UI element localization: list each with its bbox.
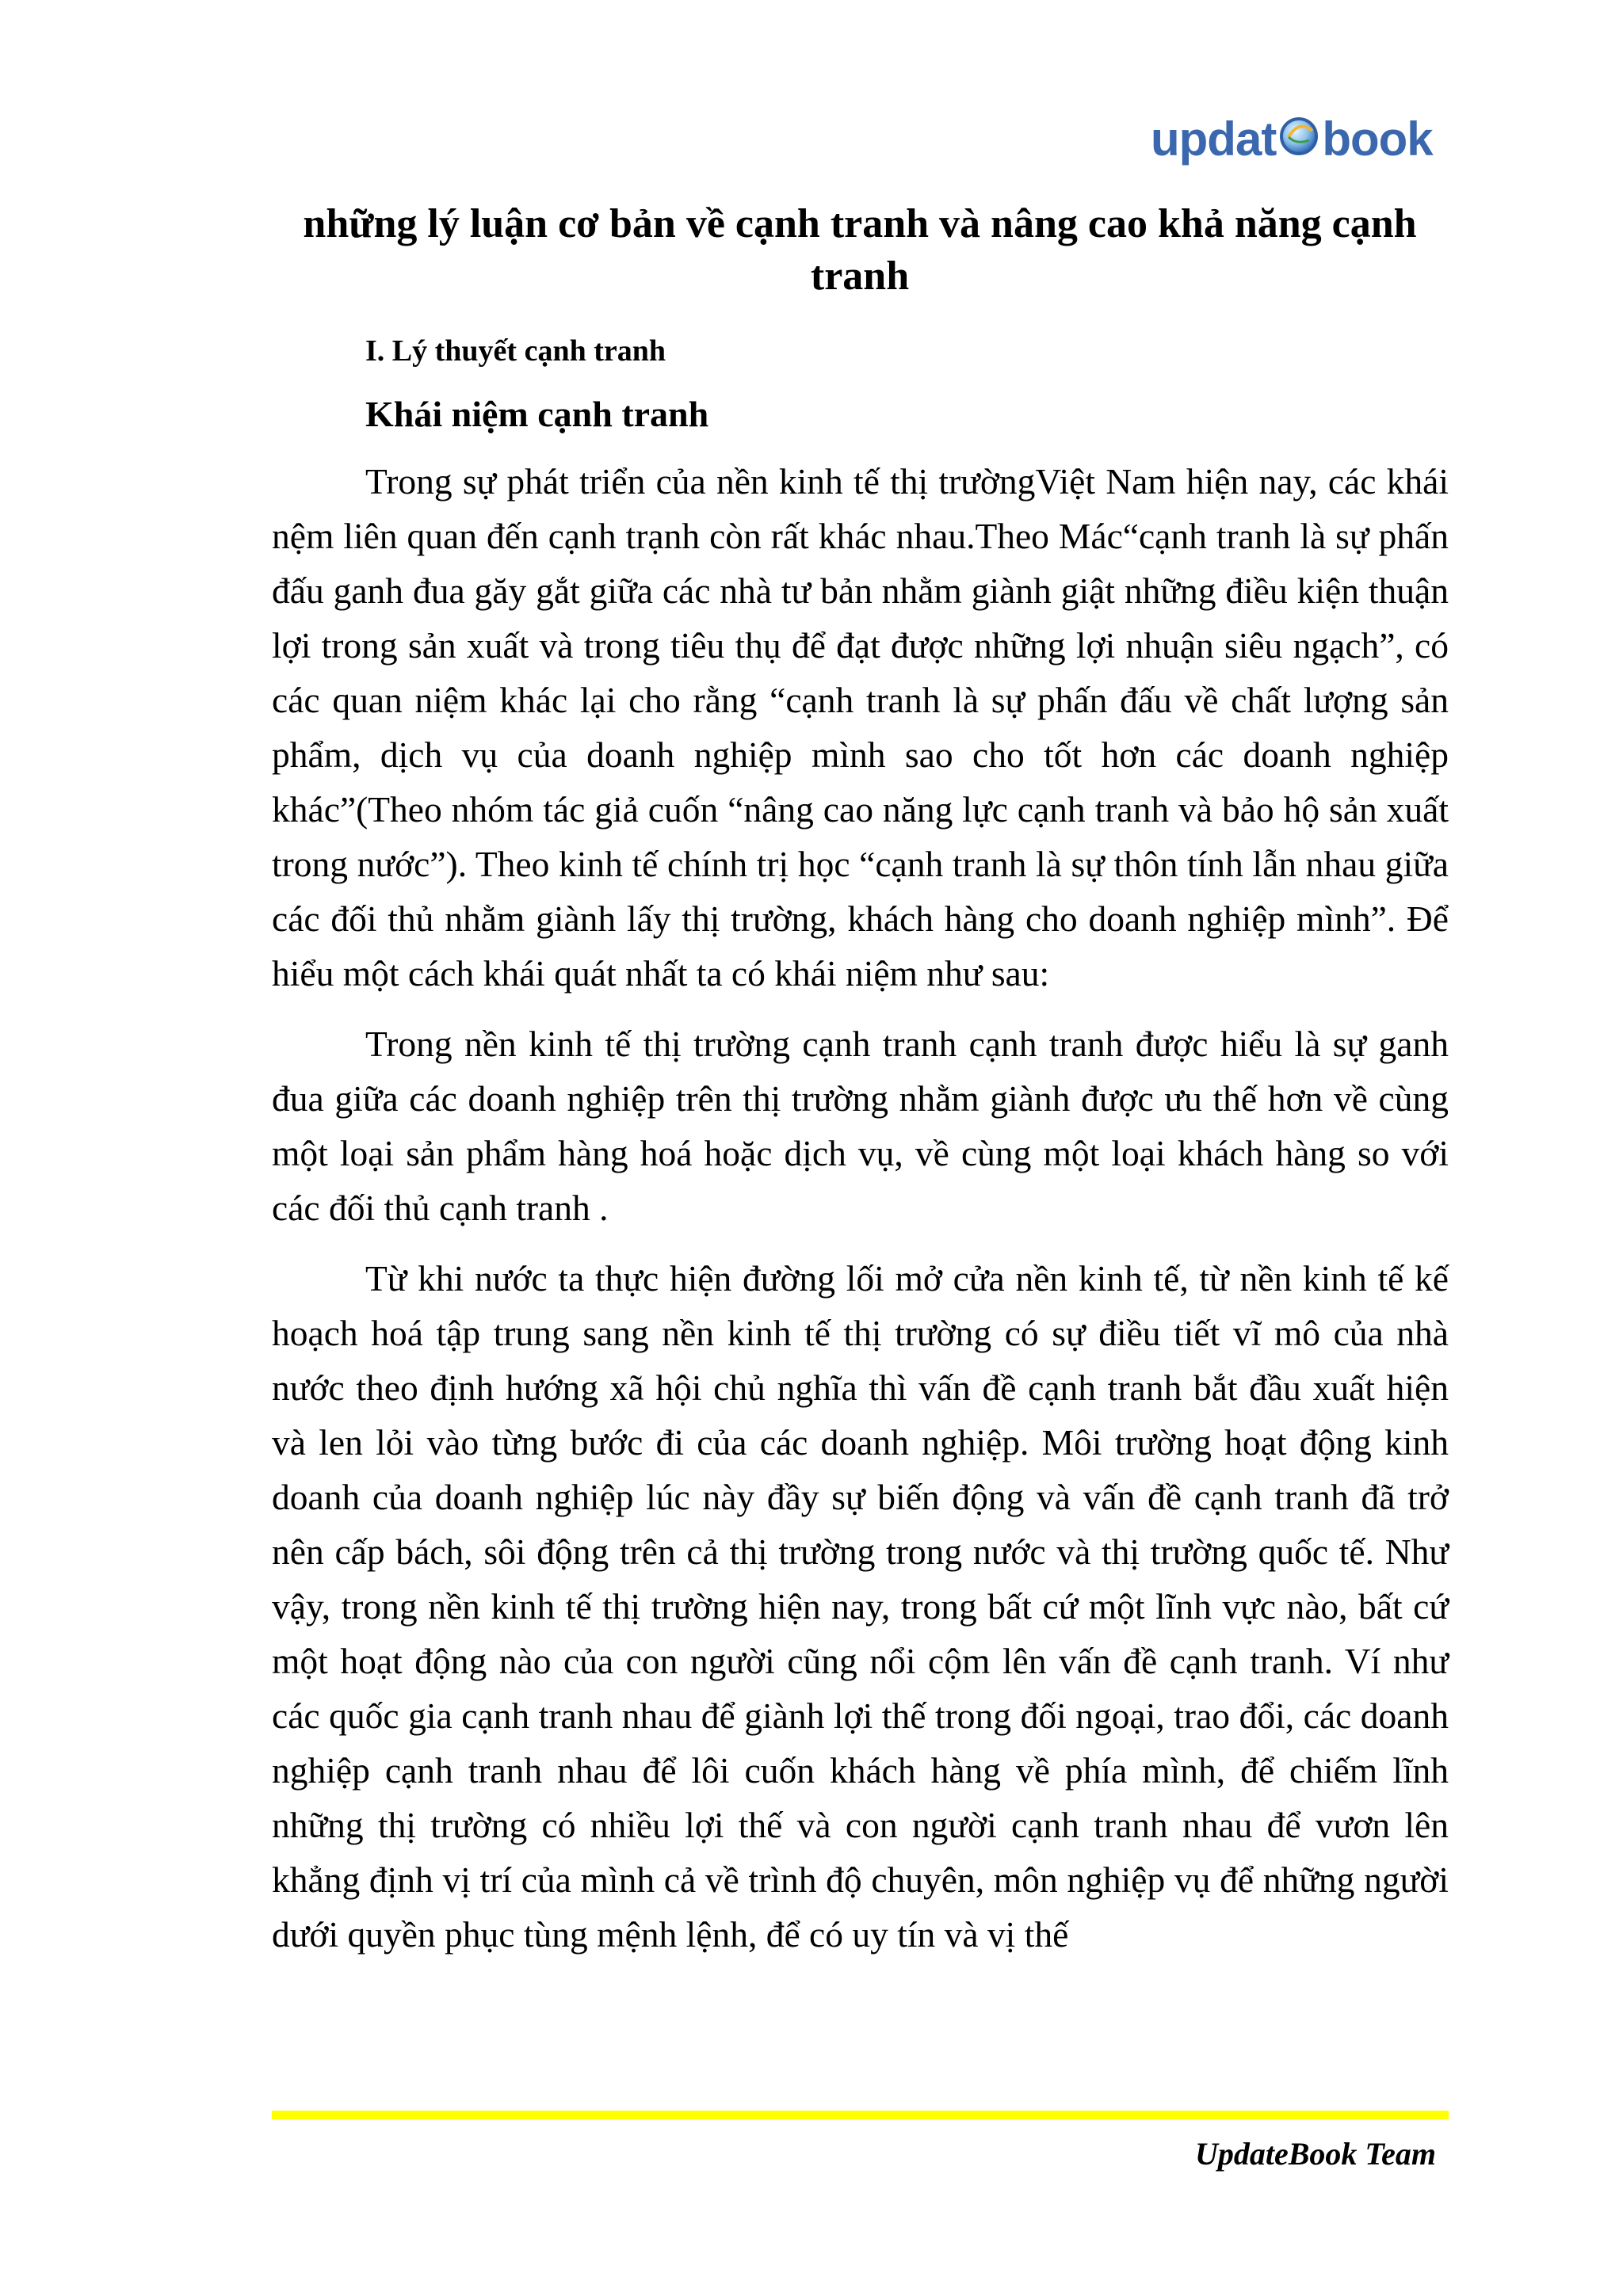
document-title: những lý luận cơ bản về cạnh tranh và nâng cao khả năng cạnh tranh [303,201,1417,299]
paragraph-1: Trong sự phát triển của nền kinh tế thị trườngViệt Nam hiện nay, các khái nệm liên quan đến cạnh trạnh còn rất khác nhau.Theo Mác“cạnh tranh là sự phấn đấu ganh đua găy gắt giữa các nhà tư bản nhằm giành giật những điều kiện thuận lợi trong sản xuất và trong tiêu thụ để đạt được những lợi nhuận siêu ngạch”, có các quan niệm khác lại cho rằng “cạnh tranh là sự phấn đấu về chất lượng sản phẩm, dịch vụ của doanh nghiệp mình sao cho tốt hơn các doanh nghiệp khác”(Theo nhóm tác giả cuốn “nâng cao năng lực cạnh tranh và bảo hộ sản xuất trong nước”). Theo kinh tế chính trị học “cạnh tranh là sự thôn tính lẫn nhau giữa các đối thủ nhằm giành lấy thị trường, khách hàng cho doanh nghiệp mình”. Để hiểu một cách khái quát nhất ta có khái niệm như sau: [272,461,1449,994]
paragraph-3: Từ khi nước ta thực hiện đường lối mở cửa nền kinh tế, từ nền kinh tế kế hoạch hoá tập trung sang nền kinh tế thị trường có sự điều tiết vĩ mô của nhà nước theo định hướng xã hội chủ nghĩa thì vấn đề cạnh tranh bắt đầu xuất hiện và len lỏi vào từng bước đi của các doanh nghiệp. Môi trường hoạt động kinh doanh của doanh nghiệp lúc này đầy sự biến động và vấn đề cạnh tranh đã trở nên cấp bách, sôi động trên cả thị trường trong nước và thị trường quốc tế. Như vậy, trong nền kinh tế thị trường hiện nay, trong bất cứ một lĩnh vực nào, bất cứ một hoạt động nào của con người cũng nổi cộm lên vấn đề cạnh tranh. Ví như các quốc gia cạnh tranh nhau để giành lợi thế trong đối ngoại, trao đổi, các doanh nghiệp cạnh tranh nhau để lôi cuốn khách hàng về phía mình, để chiếm lĩnh những thị trường có nhiều lợi thế và con người cạnh tranh nhau để vươn lên khẳng định vị trí của mình cả về trình độ chuyên, môn nghiệp vụ để những người dưới quyền phục tùng mệnh lệnh, để có uy tín và vị thế [272,1258,1449,1955]
logo-text-left: updat [1151,113,1277,166]
document-body [272,454,1449,1978]
logo-text-right: book [1322,113,1433,166]
globe-o-icon [1277,113,1320,156]
sub-heading: Khái niệm cạnh tranh [365,394,709,434]
footer-divider [272,2111,1449,2119]
section-heading: I. Lý thuyết cạnh tranh [365,334,666,368]
footer-team-label: UpdateBook Team [1194,2136,1436,2172]
paragraph-2: Trong nền kinh tế thị trường cạnh tranh cạnh tranh được hiểu là sự ganh đua giữa các doanh nghiệp trên thị trường nhằm giành được ưu thế hơn về cùng một loại sản phẩm hàng hoá hoặc dịch vụ, về cùng một loại khách hàng so với các đối thủ cạnh tranh . [272,1024,1449,1228]
updatebook-logo [1151,108,1433,171]
